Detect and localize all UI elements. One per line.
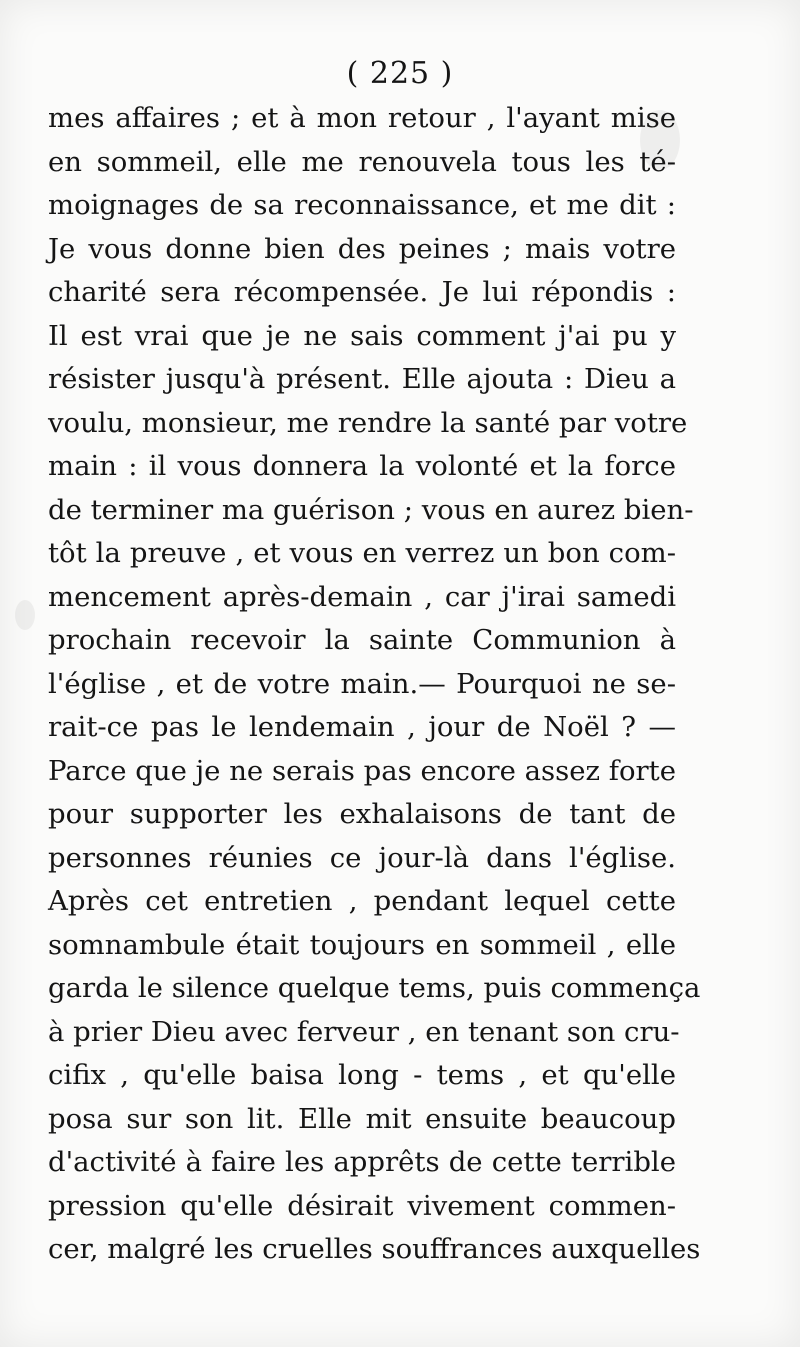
text-line: d'activité à faire les apprêts de cette terrible (48, 1146, 676, 1178)
text-line: moignages de sa reconnaissance, et me dit : (48, 189, 676, 221)
text-line: en sommeil, elle me renouvela tous les té- (48, 145, 676, 178)
text-line: somnambule était toujours en sommeil , elle (48, 928, 676, 961)
text-line: pour supporter les exhalaisons de tant de (48, 798, 676, 830)
body-text (48, 97, 701, 1272)
text-line: rait-ce pas le lendemain , jour de Noël ? — (48, 711, 676, 743)
paper-mark (15, 600, 35, 630)
text-line: mencement après-demain , car j'irai samedi (48, 580, 676, 613)
text-line: garda le silence quelque tems, puis commença (48, 972, 701, 1004)
text-line: mes affaires ; et à mon retour , l'ayant mise (48, 102, 676, 134)
text-line: main : il vous donnera la volonté et la force (48, 450, 676, 482)
text-line: Il est vrai que je ne sais comment j'ai pu y (48, 319, 676, 352)
text-line: cifix , qu'elle baisa long - tems , et qu'elle (48, 1059, 676, 1091)
text-line: charité sera récompensée. Je lui répondis : (48, 276, 676, 308)
text-line: cer, malgré les cruelles souffrances auxquelles (48, 1233, 701, 1265)
text-line: tôt la preuve , et vous en verrez un bon com- (48, 537, 676, 569)
text-line: pression qu'elle désirait vivement commen- (48, 1189, 676, 1222)
text-line: résister jusqu'à présent. Elle ajouta : Dieu a (48, 363, 676, 395)
text-line: Je vous donne bien des peines ; mais votre (48, 232, 676, 265)
text-line: à prier Dieu avec ferveur , en tenant son cru- (48, 1015, 680, 1048)
text-line: personnes réunies ce jour-là dans l'église. (48, 841, 676, 874)
text-line: de terminer ma guérison ; vous en aurez bien- (48, 493, 694, 526)
page-number: ( 225 ) (346, 56, 454, 91)
text-line: voulu, monsieur, me rendre la santé par votre (48, 406, 688, 439)
text-line: prochain recevoir la sainte Communion à (48, 624, 676, 656)
text-line: Après cet entretien , pendant lequel cette (48, 885, 676, 917)
text-line: l'église , et de votre main.— Pourquoi ne se- (48, 667, 676, 700)
text-line: posa sur son lit. Elle mit ensuite beaucoup (48, 1102, 676, 1135)
text-line: Parce que je ne serais pas encore assez forte (48, 754, 676, 787)
